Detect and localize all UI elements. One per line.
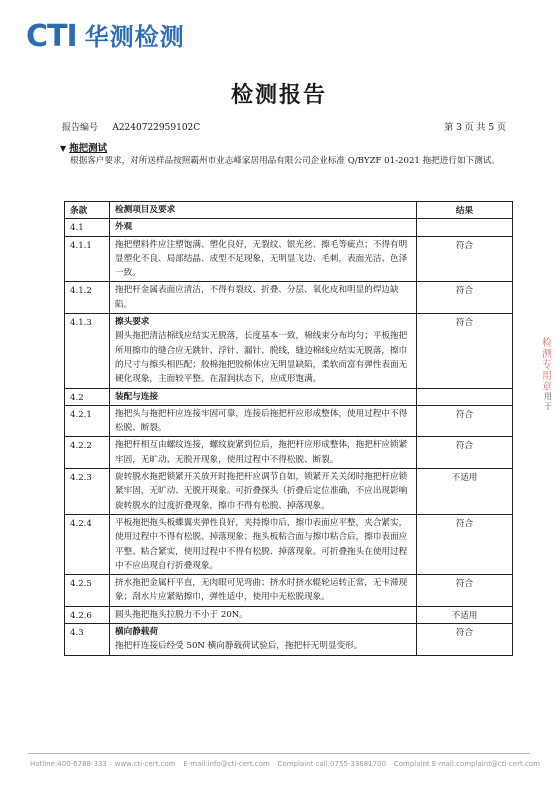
triangle-bullet-icon: ▼	[60, 143, 67, 153]
footer-email: E-mail:info@cti-cert.com	[183, 760, 270, 768]
report-number-value: A2240722959102C	[112, 123, 201, 133]
row-result: 不适用	[417, 469, 513, 515]
footer-divider	[28, 753, 530, 754]
table-row	[65, 575, 513, 607]
section-heading	[60, 140, 107, 154]
row-clause: 4.2.4	[65, 514, 110, 574]
header-clause: 条款	[65, 202, 110, 219]
row-result: 符合	[417, 405, 513, 437]
row-result: 符合	[417, 437, 513, 469]
row-text: 圆头拖把清洁棉线应结实无脱落，长度基本一致，棉线束分布均匀；平板拖把所用擦巾的缝合应无跳针、浮针、漏针、脱线，缝边棉线应结实无脱落，擦巾的尺寸与擦头相匹配；胶棉拖把胶棉体应无明显缺陷，柔软而富有弹性表面无硬化现象，主面较平整。在湿润状态下，应成形饱满。	[115, 331, 408, 385]
row-clause: 4.2.6	[65, 606, 110, 623]
table-row	[65, 388, 513, 405]
row-text: 拖把杆相互由螺纹连接，螺纹旋紧到位后，拖把杆应形成整体，拖把杆应锁紧牢固，无旷动、无脱开现象，使用过程中不得松脱、断裂。	[110, 437, 417, 469]
row-item	[110, 624, 417, 656]
section-title: 拖把测试	[69, 143, 108, 154]
footer-complaint-email: Complaint E-mail:complaint@cti-cert.com	[393, 760, 540, 768]
row-clause: 4.1.2	[65, 282, 110, 314]
report-number	[62, 120, 200, 133]
row-result: 符合	[417, 314, 513, 388]
row-result	[417, 219, 513, 236]
row-clause: 4.2.1	[65, 405, 110, 437]
row-clause: 4.3	[65, 624, 110, 656]
table-row	[65, 219, 513, 236]
row-item	[110, 314, 417, 388]
table-row	[65, 236, 513, 282]
row-item	[110, 219, 417, 236]
table-row	[65, 469, 513, 515]
logo-chinese-text: 华测检测	[84, 23, 185, 51]
logo-latin-text: CTI	[26, 19, 77, 54]
footer-complaint-call: Complaint call:0755-33681700	[277, 760, 387, 768]
row-clause: 4.2.3	[65, 469, 110, 515]
row-text: 旋转脱水拖把锁紧开关放开时拖把杆应调节自如，锁紧开关关闭时拖把杆应锁紧牢固，无旷动、无脱开现象。可折叠探头（折叠后定位准确，不应出现影响旋转脱水的过度折叠现象，擦巾不得有松脱、掉落现象。	[110, 469, 417, 515]
row-clause: 4.1.3	[65, 314, 110, 388]
table-header-row	[65, 202, 513, 219]
row-result	[417, 388, 513, 405]
row-text: 挤水拖把金属杆平直，无肉眼可见弯曲；挤水时挤水辊轮运转正常，无卡滞现象；刮水片应紧贴擦巾，弹性适中，使用中无松脱现象。	[110, 575, 417, 607]
row-result: 符合	[417, 514, 513, 574]
row-text: 拖把杆金属表面应清洁，不得有裂纹、折叠、分层、氧化皮和明显的焊边缺陷。	[110, 282, 417, 314]
row-title: 外观	[115, 222, 133, 233]
page-footer	[30, 760, 540, 768]
row-clause: 4.2.5	[65, 575, 110, 607]
seal-side-text: 用于	[544, 392, 552, 411]
report-title: 检测报告	[230, 82, 327, 108]
table-row	[65, 314, 513, 388]
row-text: 拖把头与拖把杆应连接牢固可靠，连接后拖把杆应形成整体，使用过程中不得松脱、断裂。	[110, 405, 417, 437]
row-item	[110, 388, 417, 405]
row-result: 符合	[417, 575, 513, 607]
footer-hotline: Hotline:400-6788-333	[30, 760, 107, 768]
footer-website: www.cti-cert.com	[114, 760, 176, 768]
table-row	[65, 282, 513, 314]
row-text: 圆头拖把拖头拉脱力不小于 20N。	[110, 606, 417, 623]
row-result: 符合	[417, 282, 513, 314]
row-text: 拖把杆连接后经受 50N 横向静载荷试验后，拖把杆无明显变形。	[115, 641, 363, 652]
row-clause: 4.1	[65, 219, 110, 236]
table-row	[65, 606, 513, 623]
row-clause: 4.2.2	[65, 437, 110, 469]
test-results-table	[64, 201, 513, 656]
company-logo	[26, 19, 185, 54]
row-title: 横向静载荷	[115, 627, 158, 638]
table-row	[65, 437, 513, 469]
row-clause: 4.2	[65, 388, 110, 405]
row-result: 符合	[417, 236, 513, 282]
row-clause: 4.1.1	[65, 236, 110, 282]
table-row	[65, 514, 513, 574]
row-result: 不适用	[417, 606, 513, 623]
row-text: 平板拖把拖头板蝶翼夹弹性良好，夹持擦巾后，擦巾表面应平整，夹合紧实，使用过程中不得有松脱、掉落现象；拖头板粘合面与擦巾粘合后，擦巾表面应平整、粘合紧实，使用过程中不得有松脱、掉落现象。可折叠拖头在使用过程中不应出现自行折叠现象。	[110, 514, 417, 574]
header-item: 检测项目及要求	[110, 202, 417, 219]
seal-stamp: 检测专用章	[542, 338, 552, 393]
report-number-label: 报告编号	[62, 123, 99, 133]
row-text: 拖把塑料件应注塑饱满、塑化良好，无裂纹、银光丝、擦毛等疵点；不得有明显塑化不良、局部结晶、成型不足现象，无明显飞边、毛刺，表面光洁、色泽一致。	[110, 236, 417, 282]
section-intro: 根据客户要求，对所送样品按照霸州市业志峰家居用品有限公司企业标准 Q/BYZF 01-2021 拖把进行如下测试。	[70, 156, 500, 166]
table-row	[65, 624, 513, 656]
row-title: 擦头要求	[115, 317, 150, 328]
row-title: 装配与连接	[115, 391, 158, 402]
table-row	[65, 405, 513, 437]
row-result: 符合	[417, 624, 513, 656]
page-info: 第 3 页 共 5 页	[444, 123, 506, 133]
header-result: 结果	[417, 202, 513, 219]
